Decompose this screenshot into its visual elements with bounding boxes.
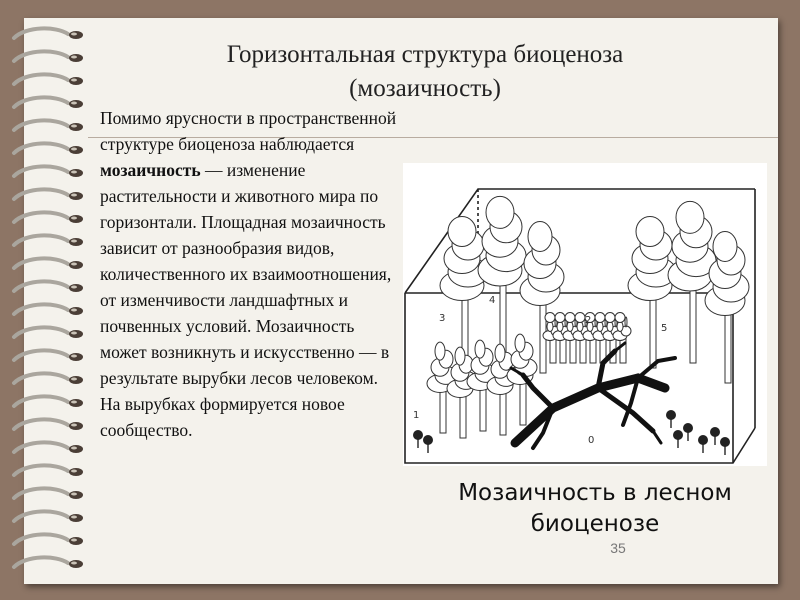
spiral-ring (14, 28, 83, 39)
diagram-label-0: 0 (588, 435, 595, 446)
body-paragraph (100, 105, 400, 443)
para-rest: — изменение растительности и животного мира по горизонтали. Площадная мозаичность зависит от разнообразия видов, количественного их взаимоотношения, от изменчивости ландшафтных и почвенных условий. Мозаичность может возникнуть и искусственно — в результате вырубки лесов человеком. На вырубках формируется новое сообщество. (100, 160, 392, 440)
spiral-ring (14, 350, 83, 361)
spiral-ring (14, 143, 83, 154)
tall-tree (628, 217, 676, 369)
spiral-ring (14, 74, 83, 85)
shrub (666, 410, 676, 428)
shrub (698, 435, 708, 453)
spiral-ring (14, 327, 83, 338)
page-number: 35 (610, 540, 626, 556)
caption-line-2: биоценозе (530, 511, 660, 537)
diagram-label-4: 4 (489, 295, 496, 306)
para-term: мозаичность (100, 160, 201, 180)
spiral-ring (14, 258, 83, 269)
spiral-ring (14, 51, 83, 62)
spiral-ring (14, 212, 83, 223)
tall-tree (478, 196, 526, 358)
shrub (673, 430, 683, 448)
spiral-ring (14, 304, 83, 315)
diagram-svg (403, 163, 767, 466)
shrub (413, 430, 423, 448)
spiral-binding-icon (8, 24, 88, 584)
spiral-ring (14, 511, 83, 522)
spiral-ring (14, 534, 83, 545)
spiral-ring (14, 465, 83, 476)
shrub (720, 437, 730, 455)
diagram-label-5: 5 (661, 323, 668, 334)
shrub (710, 427, 720, 445)
spiral-ring (14, 396, 83, 407)
para-intro: Помимо ярусности в пространственной структуре биоценоза наблюдается (100, 108, 397, 154)
spiral-ring (14, 97, 83, 108)
spiral-ring (14, 189, 83, 200)
caption-line-1: Мозаичность в лесном (458, 480, 732, 506)
young-tree (507, 334, 537, 425)
spiral-ring (14, 281, 83, 292)
title-line-2: (мозаичность) (349, 75, 501, 102)
spiral-ring (14, 235, 83, 246)
spiral-ring (14, 557, 83, 568)
shrub (423, 435, 433, 453)
slide-title (100, 38, 750, 106)
diagram-label-3: 3 (439, 313, 446, 324)
title-line-1: Горизонтальная структура биоценоза (226, 41, 624, 68)
diagram-label-1: 1 (413, 410, 420, 421)
spiral-ring (14, 120, 83, 131)
spiral-ring (14, 419, 83, 430)
diagram-label-2: 2 (585, 315, 592, 326)
spiral-ring (14, 442, 83, 453)
spiral-ring (14, 488, 83, 499)
figure-caption (420, 478, 770, 540)
spiral-ring (14, 166, 83, 177)
tall-tree (668, 201, 716, 363)
forest-mosaic-diagram (403, 163, 767, 466)
shrub (683, 423, 693, 441)
spiral-ring (14, 373, 83, 384)
